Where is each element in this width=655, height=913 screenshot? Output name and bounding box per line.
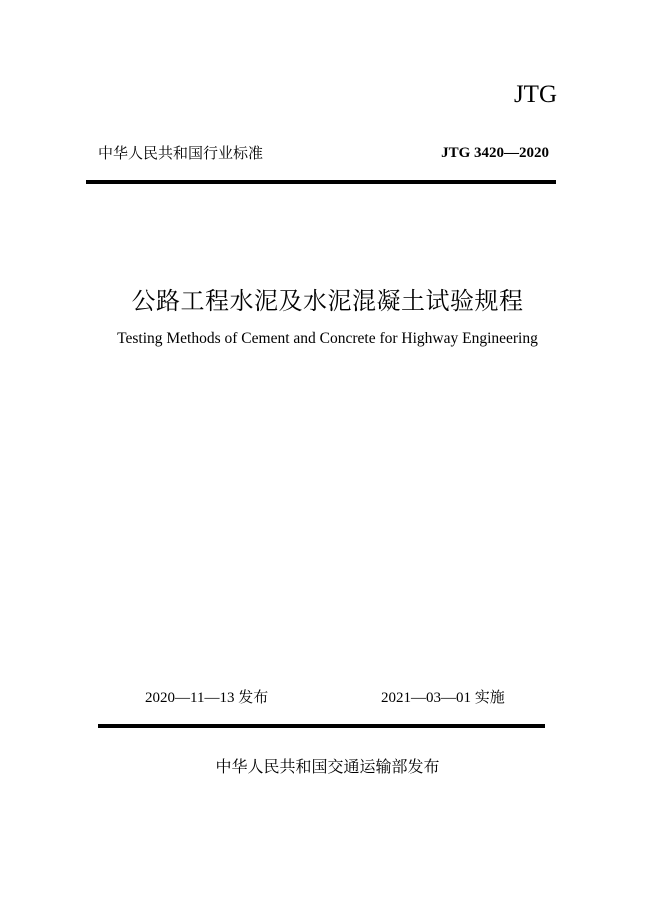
document-title-english: Testing Methods of Cement and Concrete for Highway Engineering	[117, 330, 538, 347]
standard-code: JTG 3420—2020	[441, 145, 549, 161]
jtg-mark: JTG	[513, 81, 557, 108]
issue-date: 2020—11—13 发布	[145, 690, 269, 706]
effective-date: 2021—03—01 实施	[381, 690, 505, 706]
bottom-divider	[98, 724, 545, 728]
top-divider	[86, 180, 556, 184]
publisher: 中华人民共和国交通运输部发布	[215, 757, 440, 776]
industry-standard-label: 中华人民共和国行业标准	[98, 144, 264, 162]
document-title-chinese: 公路工程水泥及水泥混凝土试验规程	[131, 287, 524, 315]
